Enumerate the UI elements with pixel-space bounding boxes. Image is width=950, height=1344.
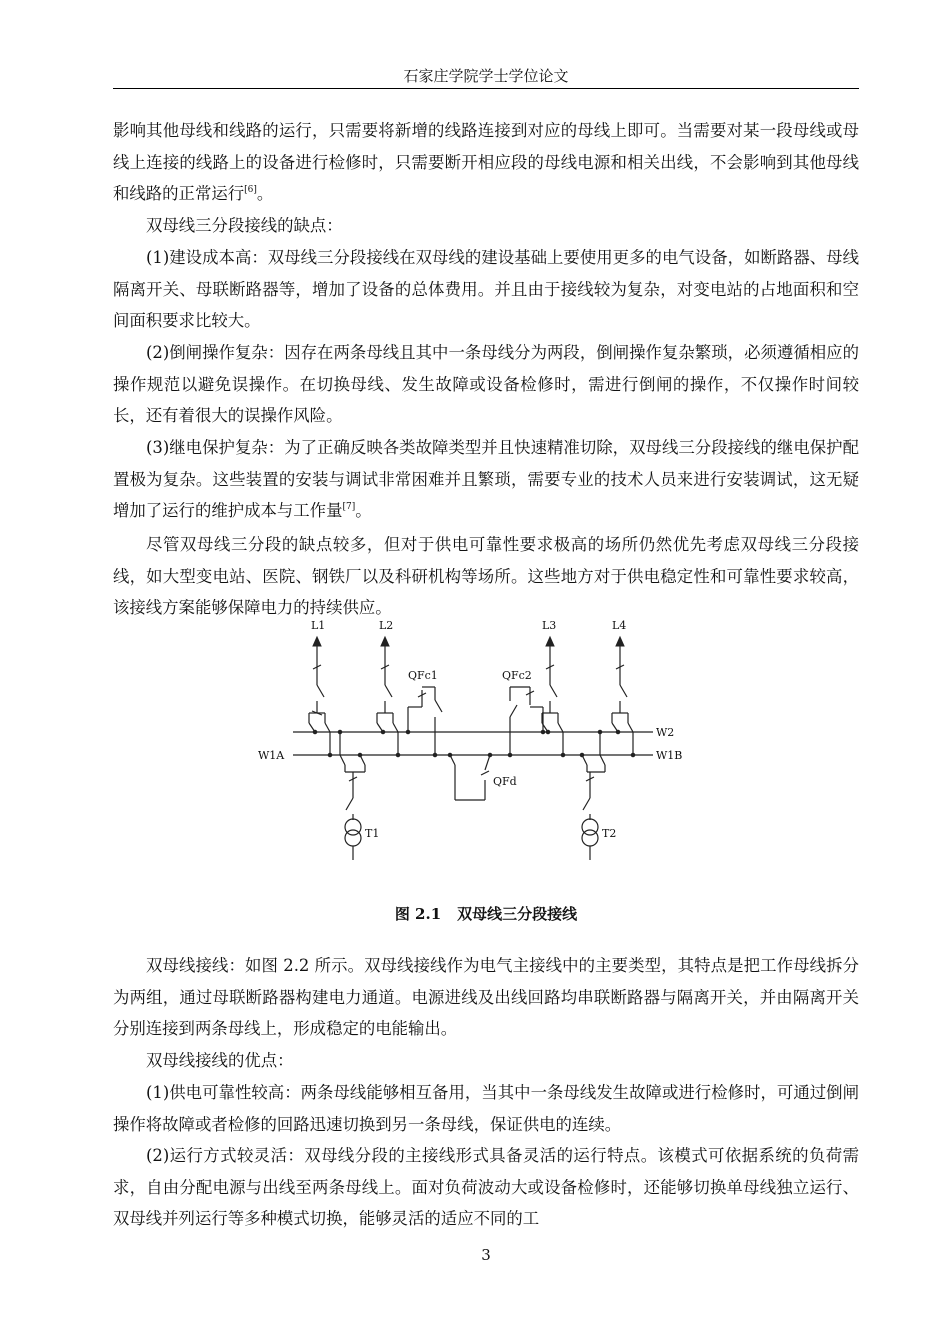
label-l1: L1 [311, 619, 326, 632]
header-rule [113, 88, 859, 89]
label-l2: L2 [379, 619, 394, 632]
caption-number: 图 2.1 [394, 905, 442, 923]
label-qfc2: QFc2 [502, 669, 532, 682]
paragraph-4: (2)倒闸操作复杂：因存在两条母线且其中一条母线分为两段，倒闸操作复杂繁琐，必须遵循相应的操作规范以避免误操作。在切换母线、发生故障或设备检修时，需进行倒闸的操作，不仅操作时间较长，还有着很大的误操作风险。 [113, 343, 859, 425]
coupler-qfc1 [408, 687, 442, 755]
feeder-l4 [612, 645, 633, 755]
caption-title: 双母线三分段接线 [457, 905, 578, 923]
paragraph-3: (1)建设成本高：双母线三分段接线在双母线的建设基础上要使用更多的电气设备，如断路器、母线隔离开关、母联断路器等，增加了设备的总体费用。并且由于接线较为复杂，对变电站的占地面积和空间面积要求比较大。 [113, 248, 859, 330]
label-l4: L4 [612, 619, 627, 632]
paragraph-10: (2)运行方式较灵活：双母线分段的主接线形式具备灵活的运行特点。该模式可依据系统的负荷需求，自由分配电源与出线至两条母线上。面对负荷波动大或设备检修时，还能够切换单母线独立运行、双母线并列运行等多种模式切换，能够灵活的适应不同的工 [113, 1146, 859, 1228]
figure-double-bus-three-section [250, 615, 700, 890]
section-breaker-qfd [450, 755, 490, 800]
page-number: 3 [481, 1246, 491, 1264]
transformer-bay-t2 [582, 732, 605, 860]
feeder-l3 [542, 645, 563, 755]
paragraph-5: (3)继电保护复杂：为了正确反映各类故障类型并且快速精准切除，双母线三分段接线的继电保护配置极为复杂。这些装置的安装与调试非常困难并且繁琐，需要专业的技术人员来进行安装调试，这无疑增加了运行的维护成本与工作量[7]。 [113, 438, 859, 520]
paragraph-2: 双母线三分段接线的缺点： [146, 216, 343, 235]
paragraph-7: 双母线接线：如图 2.2 所示。双母线接线作为电气主接线中的主要类型，其特点是把工作母线拆分为两组，通过母联断路器构建电力通道。电源进线及出线回路均串联断路器与隔离开关，并由隔离开关分别连接到两条母线上，形成稳定的电能输出。 [113, 956, 859, 1038]
paragraph-8: 双母线接线的优点： [146, 1051, 294, 1070]
paragraph-6: 尽管双母线三分段的缺点较多，但对于供电可靠性要求极高的场所仍然优先考虑双母线三分段接线，如大型变电站、医院、钢铁厂以及科研机构等场所。这些地方对于供电稳定性和可靠性要求较高，该接线方案能够保障电力的持续供应。 [113, 535, 859, 617]
feeder-l2 [377, 645, 398, 755]
label-t1: T1 [365, 827, 380, 840]
label-w1b: W1B [656, 749, 683, 762]
coupler-qfc2 [510, 687, 543, 755]
feeder-l1 [309, 645, 330, 755]
paragraph-9: (1)供电可靠性较高：两条母线能够相互备用，当其中一条母线发生故障或进行检修时，可通过倒闸操作将故障或者检修的回路迅速切换到另一条母线，保证供电的连续。 [113, 1083, 859, 1134]
label-l3: L3 [542, 619, 557, 632]
running-header: 石家庄学院学士学位论文 [403, 67, 569, 85]
wiring-diagram [250, 615, 700, 890]
label-w2: W2 [656, 726, 675, 739]
paragraph-1: 影响其他母线和线路的运行，只需要将新增的线路连接到对应的母线上即可。当需要对某一段母线或母线上连接的线路上的设备进行检修时，只需要断开相应段的母线电源和相关出线，不会影响到其他母线和线路的正常运行[6]。 [113, 121, 859, 203]
label-w1a: W1A [258, 749, 285, 762]
transformer-bay-t1 [340, 732, 365, 860]
citation-6: [6] [244, 185, 257, 195]
label-qfc1: QFc1 [408, 669, 438, 682]
citation-7: [7] [342, 502, 356, 512]
label-t2: T2 [602, 827, 617, 840]
label-qfd: QFd [493, 775, 517, 788]
figure-caption [113, 903, 859, 925]
